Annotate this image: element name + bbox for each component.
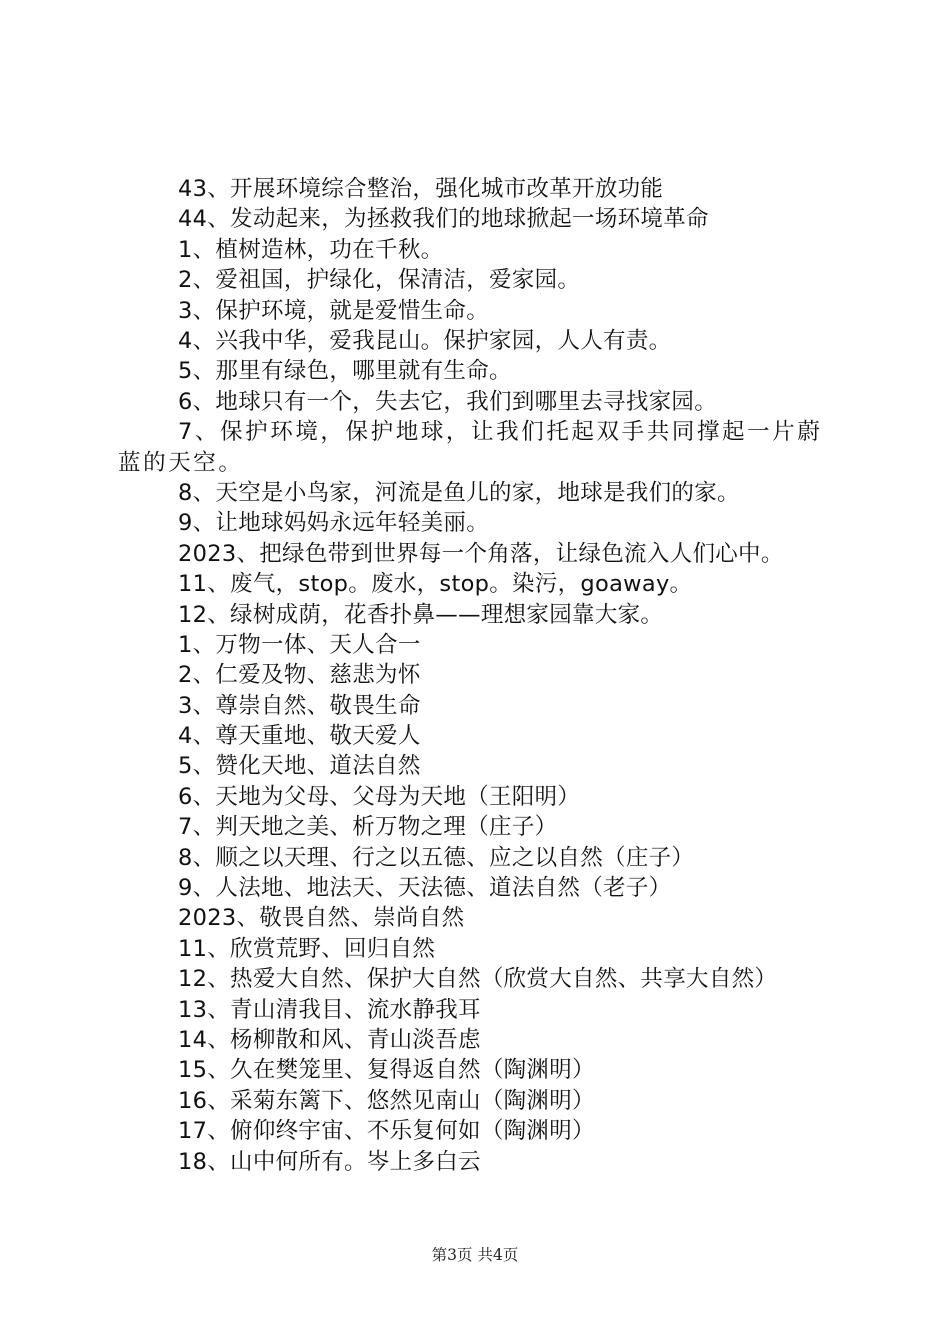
text-line: 12、绿树成荫，花香扑鼻——理想家园靠大家。 (178, 601, 664, 628)
text-line: 11、废气，stop。废水，stop。染污，goaway。 (178, 571, 693, 598)
text-line: 7、保护环境，保护地球，让我们托起双手共同撑起一片蔚蓝的天空。 (118, 419, 823, 476)
text-line: 4、兴我中华，爱我昆山。保护家园，人人有责。 (178, 327, 672, 354)
text-line: 14、杨柳散和风、青山淡吾虑 (178, 1026, 481, 1053)
text-line: 1、万物一体、天人合一 (178, 631, 421, 658)
text-line: 15、久在樊笼里、复得返自然（陶渊明） (178, 1057, 595, 1084)
text-line: 18、山中何所有。岑上多白云 (178, 1148, 481, 1175)
text-line: 2、爱祖国，护绿化，保清洁，爱家园。 (178, 267, 581, 294)
text-line: 3、尊崇自然、敬畏生命 (178, 692, 421, 719)
text-line: 13、青山清我目、流水静我耳 (178, 996, 481, 1023)
text-line: 4、尊天重地、敬天爱人 (178, 723, 421, 750)
text-line: 3、保护环境，就是爱惜生命。 (178, 297, 490, 324)
text-line: 44、发动起来，为拯救我们的地球掀起一场环境革命 (178, 206, 709, 233)
text-line: 7、判天地之美、析万物之理（庄子） (178, 814, 558, 841)
text-line: 12、热爱大自然、保护大自然（欣赏大自然、共享大自然） (178, 966, 778, 993)
text-line: 9、人法地、地法天、天法德、道法自然（老子） (178, 875, 672, 902)
text-line: 5、那里有绿色，哪里就有生命。 (178, 358, 512, 385)
text-line: 16、采菊东篱下、悠然见南山（陶渊明） (178, 1087, 595, 1114)
document-body (118, 174, 838, 1177)
text-line: 6、地球只有一个，失去它，我们到哪里去寻找家园。 (178, 388, 718, 415)
text-line: 2、仁爱及物、慈悲为怀 (178, 662, 421, 689)
text-line: 8、天空是小鸟家，河流是鱼儿的家，地球是我们的家。 (178, 479, 740, 506)
text-line: 8、顺之以天理、行之以五德、应之以自然（庄子） (178, 844, 695, 871)
text-line: 2023、敬畏自然、崇尚自然 (178, 905, 465, 932)
page-footer: 第3页 共4页 (431, 1246, 519, 1264)
text-line: 43、开展环境综合整治，强化城市改革开放功能 (178, 176, 664, 202)
text-line: 5、赞化天地、道法自然 (178, 753, 421, 780)
text-line: 2023、把绿色带到世界每一个角落，让绿色流入人们心中。 (178, 540, 784, 567)
text-line: 9、让地球妈妈永远年轻美丽。 (178, 510, 490, 537)
text-line: 1、植树造林，功在千秋。 (178, 236, 444, 263)
text-line: 6、天地为父母、父母为天地（王阳明） (178, 783, 581, 810)
text-line: 17、俯仰终宇宙、不乐复何如（陶渊明） (178, 1118, 595, 1145)
text-line: 11、欣赏荒野、回归自然 (178, 935, 436, 962)
